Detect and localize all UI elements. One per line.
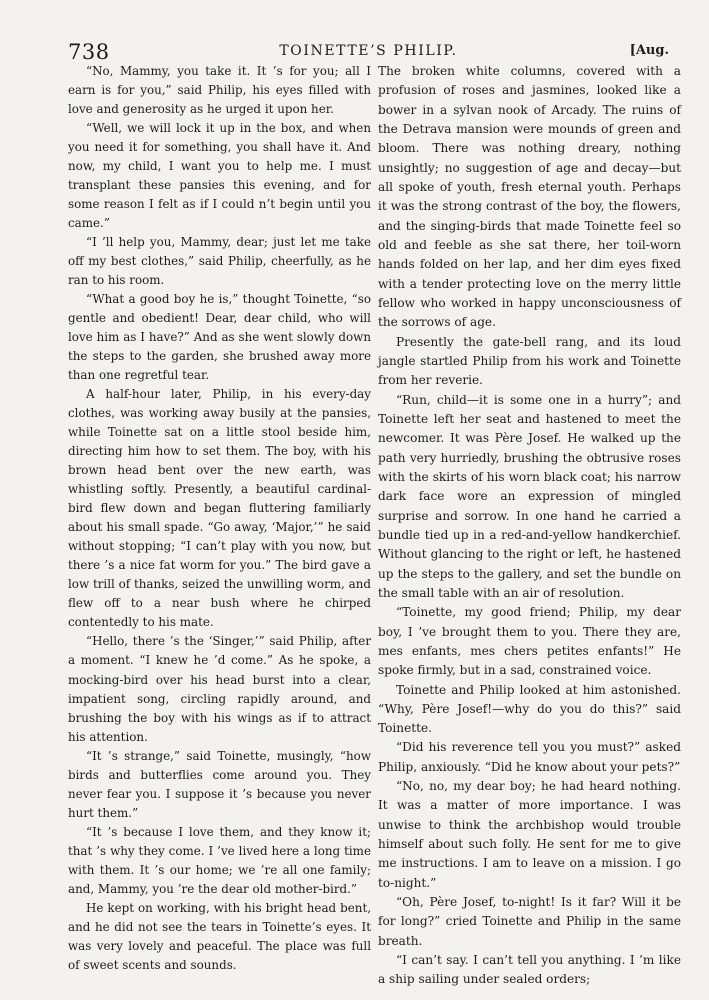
paragraph: A half-hour later, Philip, in his every-day clothes, was working away busily at the pansies, while Toinette sat on a little stool beside him, directing him how to set them. The boy, with his brown head bent over the new earth, was whistling softly. Presently, a beautiful cardinal-bird flew down and began fluttering familiarly about his small spade. “Go away, ‘Major,’” he said without stopping; “I can’t play with you now, but there ’s a nice fat worm for you.” The bird gave a low trill of thanks, seized the unwilling worm, and flew off to a near bush where he chirped contentedly to his mate. (68, 387, 371, 630)
page-number: 738 (68, 40, 110, 64)
left-column (68, 62, 371, 975)
right-column (378, 62, 681, 990)
paragraph: “No, Mammy, you take it. It ’s for you; all I earn is for you,” said Philip, his eyes filled with love and generosity as he urged it upon her. (68, 64, 371, 117)
paragraph: “I ’ll help you, Mammy, dear; just let me take off my best clothes,” said Philip, cheerfully, as he ran to his room. (68, 235, 371, 288)
issue-month: [Aug. (629, 43, 669, 58)
paragraph: Presently the gate-bell rang, and its loud jangle startled Philip from his work and Toinette from her reverie. (378, 334, 681, 388)
paragraph: “Hello, there ’s the ‘Singer,’” said Philip, after a moment. “I knew he ’d come.” As he spoke, a mocking-bird over his head burst into a clear, impatient song, circling rapidly around, and brushing the boy with his wings as if to attract his attention. (68, 634, 371, 744)
paragraph: Toinette and Philip looked at him astonished. “Why, Père Josef!—why do you do this?” said Toinette. (378, 682, 681, 736)
paragraph: “What a good boy he is,” thought Toinette, “so gentle and obedient! Dear, dear child, who will love him as I have?” And as she went slowly down the steps to the garden, she brushed away more than one regretful tear. (68, 292, 371, 383)
paragraph: “No, no, my dear boy; he had heard nothing. It was a matter of more importance. I was unwise to think the archbishop would trouble himself about such folly. He sent for me to give me instructions. I am to leave on a mission. I go to-night.” (378, 779, 681, 890)
paragraph-continued: The broken white columns, covered with a profusion of roses and jasmines, looked like a bower in a sylvan nook of Arcady. The ruins of the Detrava mansion were mounds of green and bloom. There was nothing dreary, nothing unsightly; no suggestion of age and decay—but all spoke of youth, fresh eternal youth. Perhaps it was the strong contrast of the boy, the flowers, and the singing-birds that made Toinette feel so old and feeble as she sat there, her toil-worn hands folded on her lap, and her dim eyes fixed with a tender protecting love on the merry little fellow who worked in happy unconsciousness of the sorrows of age. (378, 64, 681, 330)
paragraph: “Well, we will lock it up in the box, and when you need it for something, you shall have it. And now, my child, I want you to help me. I must transplant these pansies this evening, and for some reason I felt as if I could n’t begin until you came.” (68, 121, 371, 231)
running-title: TOINETTE’S PHILIP. (279, 43, 458, 59)
paragraph: “Run, child—it is some one in a hurry”; and Toinette left her seat and hastened to meet the newcomer. It was Père Josef. He walked up the path very hurriedly, brushing the obtrusive roses with the skirts of his worn black coat; his narrow dark face wore an expression of mingled surprise and sorrow. In one hand he carried a bundle tied up in a red-and-yellow handkerchief. Without glancing to the right or left, he hastened up the steps to the gallery, and set the bundle on the small table with an air of resolution. (378, 392, 681, 600)
paragraph: “It ’s because I love them, and they know it; that ’s why they come. I ’ve lived here a long time with them. It ’s our home; we ’re all one family; and, Mammy, you ’re the dear old mother-bird.” (68, 824, 371, 896)
paragraph: “It ’s strange,” said Toinette, musingly, “how birds and butterflies come around you. They never fear you. I suppose it ’s because you never hurt them.” (68, 748, 371, 820)
paragraph: “Did his reverence tell you you must?” asked Philip, anxiously. “Did he know about your pets?” (378, 740, 681, 774)
paragraph: He kept on working, with his bright head bent, and he did not see the tears in Toinette’s eyes. It was very lovely and peaceful. The place was full of sweet scents and sounds. (68, 900, 371, 972)
paragraph: “I can’t say. I can’t tell you anything. I ’m like a ship sailing under sealed orders; (378, 953, 681, 987)
paragraph: “Oh, Père Josef, to-night! Is it far? Will it be for long?” cried Toinette and Philip in the same breath. (378, 895, 681, 948)
paragraph: “Toinette, my good friend; Philip, my dear boy, I ’ve brought them to you. There they are, mes enfants, mes chers petites enfants!” He spoke firmly, but in a sad, constrained voice. (378, 605, 681, 678)
